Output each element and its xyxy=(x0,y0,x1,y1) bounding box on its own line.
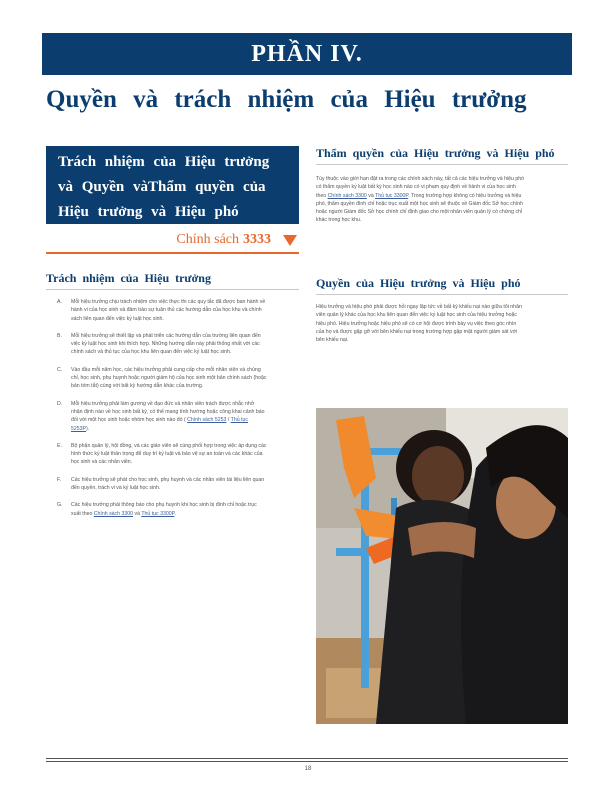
policy-3300-link[interactable]: Chính sách 3300 xyxy=(93,510,134,517)
list-item: C. Vào đầu mỗi năm học, các hiệu trưởng phải cung cấp cho mỗi nhân viên và chúng chỉ, học sinh, phụ huynh hoặc người giám hộ của học sinh một bản chính sách (hoặc bản tóm tắt) cùng với bất kỳ hướng dẫn khác của trường. xyxy=(57,366,267,390)
section-title-responsibility: Trách nhiệm của Hiệu trưởng xyxy=(46,271,299,290)
procedure-5253p-link[interactable]: Thủ tục 5253P xyxy=(71,417,248,432)
authority-paragraph: Tùy thuộc vào giới hạn đặt ra trong các chính sách này, tất cả các hiệu trưởng và hiệu phó có thẩm quyền kỷ luật bất kỳ học sinh nào có vi phạm quy định về hành vi của học sinh theo Chính sách 3300 và Thủ tục 3300P. Trong trường hợp không có hiệu trưởng và hiệu phó, thẩm quyền đình chỉ hoặc trục xuất một học sinh sẽ thuộc về Giám đốc Sở học chính hoặc người Giám đốc Sở học chính chỉ định giao cho một nhân viên quản lý có chứng chỉ khác trong học khu. xyxy=(316,176,525,224)
list-item: F. Các hiệu trưởng sẽ phát cho học sinh, phụ huynh và các nhân viên tài liệu liên quan đến quyền, trách vi và kỷ luật học sinh. xyxy=(57,476,265,492)
section-title-authority: Thẩm quyền của Hiệu trưởng và Hiệu phó xyxy=(316,146,568,165)
list-item: E. Bộ phận quản lý, hội đồng, và các giáo viên sẽ cùng phối hợp trong việc áp dụng các hình thức kỷ luật thân trọng để duy trì kỷ luật và bảo vệ sự an toàn và các khác của học sinh và các nhân viên. xyxy=(57,442,267,466)
list-item: B. Mỗi hiệu trưởng sẽ thiết lập và phát triển các hướng dẫn của trường liên quan đến việc kỷ luật học sinh khi thích hợp. Những hướng dẫn này phải thống nhất với các chính sách và thủ tục của học khu liên quan đến việc kỷ luật học sinh. xyxy=(57,332,261,356)
footer-divider xyxy=(46,761,568,762)
footer-divider xyxy=(46,758,568,759)
part-heading: PHẦN IV. xyxy=(251,40,363,67)
responsibility-list xyxy=(57,298,267,527)
list-item: D. Mỗi hiệu trưởng phải làm gương về đạo đức và nhân viên trách được nhắc nhở nhận định nào về học sinh bất kỳ, có thể mang tính hướng hoặc công khai cảnh báo đối với một học sinh hoặc nhóm học sinh nào đó ( Chính sách 5253 / Thủ tục 5253P). xyxy=(57,400,265,432)
procedure-3300p-link[interactable]: Thủ tục 3300P xyxy=(141,510,175,517)
page-title: Quyền và trách nhiệm của Hiệu trưởng xyxy=(46,86,527,113)
list-item: G. Các hiệu trưởng phải thông báo cho phụ huynh khi học sinh bị đình chỉ hoặc trục xuất theo Chính sách 3300 và Thủ tục 3300P. xyxy=(57,502,257,517)
responsibility-box xyxy=(46,146,299,224)
list-item: A. Mỗi hiệu trưởng chịu trách nhiệm cho việc thực thi các quy tắc đã được ban hành về hành vi của học sinh và đảm bảo sự tuân thủ các hướng dẫn của học khu và chính sách liên quan đến việc kỷ luật học sinh. xyxy=(57,299,266,322)
procedure-3300p-link[interactable]: Thủ tục 3300P xyxy=(375,192,409,199)
policy-number: 3333 xyxy=(243,232,271,247)
triangle-down-icon xyxy=(283,235,297,246)
policy-5253-link[interactable]: Chính sách 5253 xyxy=(187,417,227,424)
policy-label: Chính sách xyxy=(176,232,239,247)
students-photo xyxy=(316,408,568,724)
rights-paragraph: Hiệu trưởng và hiệu phó phải được hỏi ngay lập tức về bất kỳ khiếu nại nào giữa tôi nhân viên quản lý khác của học khu liên quan đến việc kỷ luật học sinh của hiệu trưởng hoặc hiệu phó. Hiệu trưởng hoặc hiệu phó sẽ có cơ hội được trình bày vụ việc theo góc nhìn của họ và được gặp gỡ với bên khiếu nại trong trường hợp gặp mặt người giám sát với bên khiếu nại. xyxy=(316,304,522,344)
page-number: 18 xyxy=(304,766,312,772)
box-title: Trách nhiệm của Hiệu trưởng và Quyền vàThẩm quyền của Hiệu trưởng và Hiệu phó xyxy=(58,154,270,220)
part-banner xyxy=(42,33,572,75)
policy-3300-link[interactable]: Chính sách 3300 xyxy=(327,192,367,199)
policy-reference xyxy=(46,228,299,254)
section-title-rights: Quyền của Hiệu trưởng và Hiệu phó xyxy=(316,276,568,295)
